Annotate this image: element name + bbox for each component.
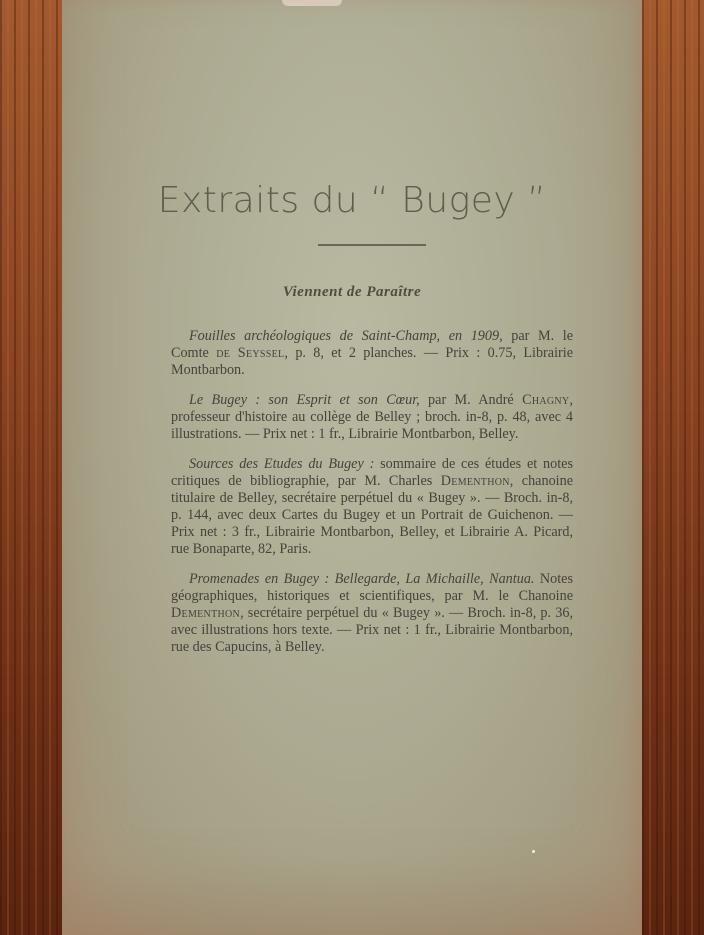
publication-details: , chanoine titulaire de Belley, secrétaire perpétuel du « Bugey ». — Broch. in-8, p. 144, avec deux Cartes du Bugey et un Portrait de Guichenon. — Prix net : 3 fr., Librairie Montbarbon, Belley, et Librairie A. Picard, rue Bonaparte, 82, Paris. [171, 473, 573, 557]
light-reflection [532, 850, 535, 853]
publication-author: Dementhon [171, 605, 241, 621]
publication-details: , secrétaire perpétuel du « Bugey ». — Broch. in-8, p. 36, avec illustrations hors texte. — Prix net : 1 fr., Librairie Montbarbon, rue des Capucins, à Belley. [171, 605, 573, 655]
publication-entry [171, 571, 573, 656]
title-divider [318, 244, 426, 246]
wooden-table-right [642, 0, 704, 935]
publication-title: Le Bugey : son Esprit et son Cœur, [189, 392, 420, 408]
book-back-cover [62, 0, 642, 935]
publication-author: Chagny [522, 392, 570, 408]
section-heading: Viennent de Paraître [282, 284, 422, 300]
publication-entry [171, 392, 573, 443]
publication-author: de Seyssel [216, 345, 285, 361]
publication-details: , professeur d'histoire au collège de Belley ; broch. in-8, p. 48, avec 4 illustrations. — Prix net : 1 fr., Librairie Montbarbon, Belley. [171, 392, 573, 442]
publication-title: Fouilles archéologiques de Saint-Champ, en 1909, [189, 328, 503, 344]
publication-author-prefix: Notes géographiques, historiques et scientifiques, par M. le Chanoine [171, 571, 573, 604]
publication-author-prefix: par M. André [419, 392, 523, 408]
publication-author: Dementhon [440, 473, 510, 489]
publication-author-prefix: par M. le Comte [171, 328, 573, 361]
page-title: Extraits du “ Bugey ” [157, 180, 547, 221]
publication-author-prefix: sommaire de ces études et notes critiques de bibliographie, par M. Charles [171, 456, 573, 489]
publication-entry [171, 456, 573, 558]
publication-details: , p. 8, et 2 planches. — Prix : 0.75, Librairie Montbarbon. [171, 345, 573, 378]
publication-title: Sources des Etudes du Bugey : [189, 456, 375, 472]
torn-edge [282, 0, 342, 6]
publication-list [171, 328, 573, 669]
publication-title: Promenades en Bugey : Bellegarde, La Michaille, Nantua. [189, 571, 535, 587]
wooden-table-left [0, 0, 64, 935]
publication-entry [171, 328, 573, 379]
